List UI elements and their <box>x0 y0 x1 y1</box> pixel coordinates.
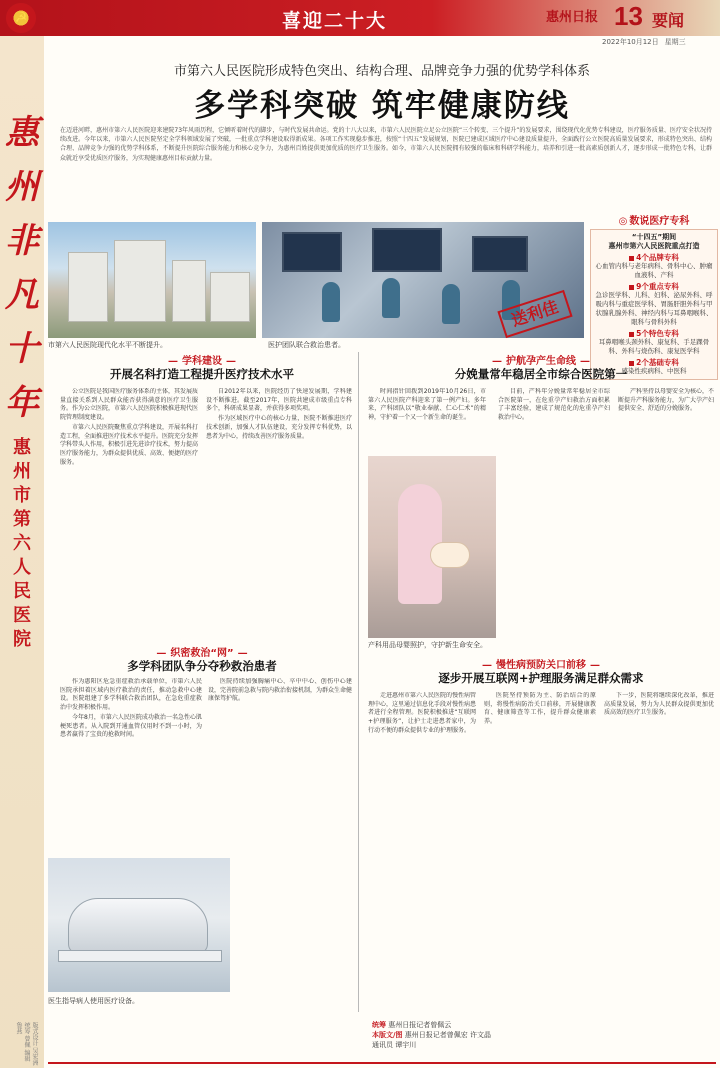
section-title: 开展名科打造工程提升医疗技术水平 <box>110 367 294 381</box>
radiology-photo-caption: 医生指导病人使用医疗设备。 <box>48 997 139 1005</box>
section-title: 逐步开展互联网+护理服务满足群众需求 <box>438 671 644 685</box>
paragraph: 时间指针回拨到2019年10月26日，市第六人民医院产科迎来了第一例产妇。多年来，产科团队以“敬业奉献、仁心仁术”的精神，守护着一个又一个新生命的诞生。 <box>368 388 486 422</box>
section-title: 分娩量常年稳居全市综合医院第一 <box>454 367 628 381</box>
paragraph: 公立医院是我国医疗服务体系的主体，其发展质量直接关系到人民群众能否获得满意的医疗卫生服务。作为公立医院，市第六人民医院积极推进现代医院管理制度建设。 <box>60 388 198 422</box>
date: 2022年10月12日 <box>602 38 659 46</box>
section-kicker: — 学科建设 — <box>52 352 352 367</box>
section-body <box>206 388 352 638</box>
weekday: 星期三 <box>664 38 686 46</box>
maternity-photo-caption: 产科用品母婴照护，守护新生命安全。 <box>368 641 487 649</box>
radiology-photo <box>48 858 230 992</box>
section-kicker: — 织密救治“网” — <box>52 644 352 659</box>
group-items: 心血管内科与老年病科、骨科中心、肿瘤血液科、产科 <box>595 262 713 279</box>
sidebox-subtitle: “十四五”期间 <box>631 233 677 241</box>
paragraph: 市第六人民医院聚焦重点学科建设，开展名科打造工程，全面推进医疗技术水平提升。医院充分发挥学科带头人作用，积极引进先进诊疗技术，努力提高医疗服务能力，为群众提供优质、高效、便捷的医疗服务。 <box>60 423 198 466</box>
paragraph: 目前，产科年分娩量常年稳居全市综合医院第一，在危重孕产妇救治方面积累了丰富经验，建成了规范化的危重孕产妇救治中心。 <box>498 388 610 422</box>
section-body <box>60 388 198 638</box>
banner-subject: 惠州市第六人民医院 <box>13 437 31 650</box>
sidebox-header: ◎ 数说医疗专科 <box>590 212 718 227</box>
group-label: 5个特色专科 <box>595 329 713 338</box>
article-headline: 多学科突破 筑牢健康防线 <box>194 88 570 124</box>
paragraph: 作为惠阳区危急重症救治承载单位，市第六人民医院承担着区域内医疗救治的责任，推动急救中心建设。医院组建了多学科联合救治团队，在急危重症救治中发挥积极作用。 <box>60 678 202 712</box>
section-title: 多学科团队争分夺秒救治患者 <box>127 659 277 673</box>
group-label: 2个基础专科 <box>595 358 713 367</box>
issue-date <box>596 37 686 47</box>
party-emblem-icon: ☭ <box>6 3 36 33</box>
sidebox-subtitle-2: 惠州市第六人民医院重点打造 <box>608 242 700 250</box>
bottom-rule <box>48 1062 716 1064</box>
article-lead: 在迈进河畔，惠州市第六人民医院迎来建院73年风雨历程，它倾听着时代的脚步，与时代发展共命运。党的十八大以来，市第六人民医院立足公立医院“三个转变、三个提升”的发展要求，围绕现代化优势专科建设，医疗服务质量、医疗安全状况持续改进。今年以来，市第六人民医院坚定全学科领域发展了突破，一批重点学科建设取得新成果。各项工作实现稳步推进，按照“十四五”发展规划，医院已建成区域医疗中心建设质量提升，全面践行公立医院高质量发展要求，形成特色突出、结构合理、品牌竞争力强的优势学科体系，不断提升医院综合服务能力和核心竞争力，为惠州百姓提供更加优质的医疗卫生服务。如今，市第六人民医院拥有较强的临床和科研学科能力，培养和引进一批高素质创新人才，逐步形成一批特色专科，让群众就近享受优质医疗服务，为实现健康惠州目标贡献力量。 <box>60 127 712 162</box>
paragraph: 产科坚持以母婴安全为核心，不断提升产科服务能力，为广大孕产妇提供安全、舒适的分娩服务。 <box>618 388 714 413</box>
group-items: 感染性疾病科、中医科 <box>621 367 687 375</box>
group-items: 耳鼻咽喉头颈外科、康复科、手足踝骨科、外科与烧伤科、康复医学科 <box>598 338 710 355</box>
section-body <box>368 388 486 452</box>
paragraph: 下一步，医院将继续深化改革，推进高质量发展，努力为人民群众提供更加优质高效的医疗卫生服务。 <box>604 692 714 717</box>
paragraph: 医院持续加强胸痛中心、卒中中心、创伤中心建设，完善院前急救与院内救治衔接机制，为群众生命健康保驾护航。 <box>208 678 352 703</box>
section-kicker: — 慢性病预防关口前移 — <box>366 656 716 671</box>
paragraph: 医院坚持预防为主、防治结合的原则，将慢性病防治关口前移，开展健康教育、健康筛查等工作，提升群众健康素养。 <box>484 692 596 726</box>
paragraph: 作为区域医疗中心的核心力量，医院不断推进医疗技术创新，加强人才队伍建设，充分发挥专科优势，以患者为中心，持续改善医疗服务质量。 <box>206 415 352 440</box>
credit-writers: 惠州日报记者曾佩宏 许文晶 <box>404 1031 492 1039</box>
hospital-photo-caption: 市第六人民医院现代化水平不断提升。 <box>48 341 167 349</box>
paragraph: 自2012年以来，医院经历了快速发展期，学科建设不断推进。截至2017年，医院共建成市级重点专科多个，科研成果显著，并获得多项奖项。 <box>206 388 352 413</box>
credit-intern: 通讯员 谭宇川 <box>372 1041 417 1049</box>
vertical-banner <box>0 36 44 1068</box>
banner-calligraphy: 惠州非凡十年 <box>5 113 39 423</box>
surgery-photo-caption: 医护团队联合救治患者。 <box>268 341 345 349</box>
group-label: 4个品牌专科 <box>595 253 713 262</box>
credit-chief: 惠州日报记者曾佩云 <box>388 1021 452 1029</box>
section-body <box>484 692 596 1012</box>
section-body <box>368 692 476 1012</box>
section-kicker: — 护航孕产生命线 — <box>366 352 716 367</box>
editor-credits <box>372 1020 712 1050</box>
section-name: 要闻 <box>652 11 685 30</box>
article-kicker: 市第六人民医院形成特色突出、结构合理、品牌竞争力强的优势学科体系 <box>173 64 590 79</box>
credit-label: 统筹 <box>372 1021 386 1029</box>
section-body <box>618 388 714 638</box>
paper-name: 惠州日报 <box>546 10 599 25</box>
section-body <box>498 388 610 638</box>
column-divider <box>358 352 359 1012</box>
paragraph: 走进惠州市第六人民医院的慢性病管理中心，这里通过信息化手段对慢性病患者进行全程管理。医院积极推进“互联网+护理服务”，让护士走进患者家中，为行动不便的群众提供专业的护理服务。 <box>368 692 476 734</box>
theme-title: 喜迎二十大 <box>282 10 388 32</box>
credit-writers-label: 本版文/图 <box>372 1031 403 1039</box>
hospital-photo <box>48 222 256 338</box>
page-number: 13 <box>614 1 643 31</box>
section-body <box>604 692 714 1012</box>
group-items: 急诊医学科、儿科、妇科、泌尿外科、呼吸内科与重症医学科、胃肠肝胆外科与甲状腺乳腺外科、神经内科与耳鼻咽喉科、眼科与骨科外科 <box>595 291 713 326</box>
design-credits: 版式设计 吴宏洲 统筹 曾佩 编辑 鲁燕 <box>15 1022 38 1066</box>
photo-stamp: 送利佳 <box>497 290 572 338</box>
group-label: 9个重点专科 <box>595 282 713 291</box>
masthead <box>0 0 720 36</box>
section-body <box>60 678 202 854</box>
paragraph: 今年8月，市第六人民医院成功救治一名急性心肌梗死患者。从入院到开通血管仅用时不到一小时，为患者赢得了宝贵的抢救时间。 <box>60 713 202 739</box>
maternity-photo <box>368 456 496 638</box>
